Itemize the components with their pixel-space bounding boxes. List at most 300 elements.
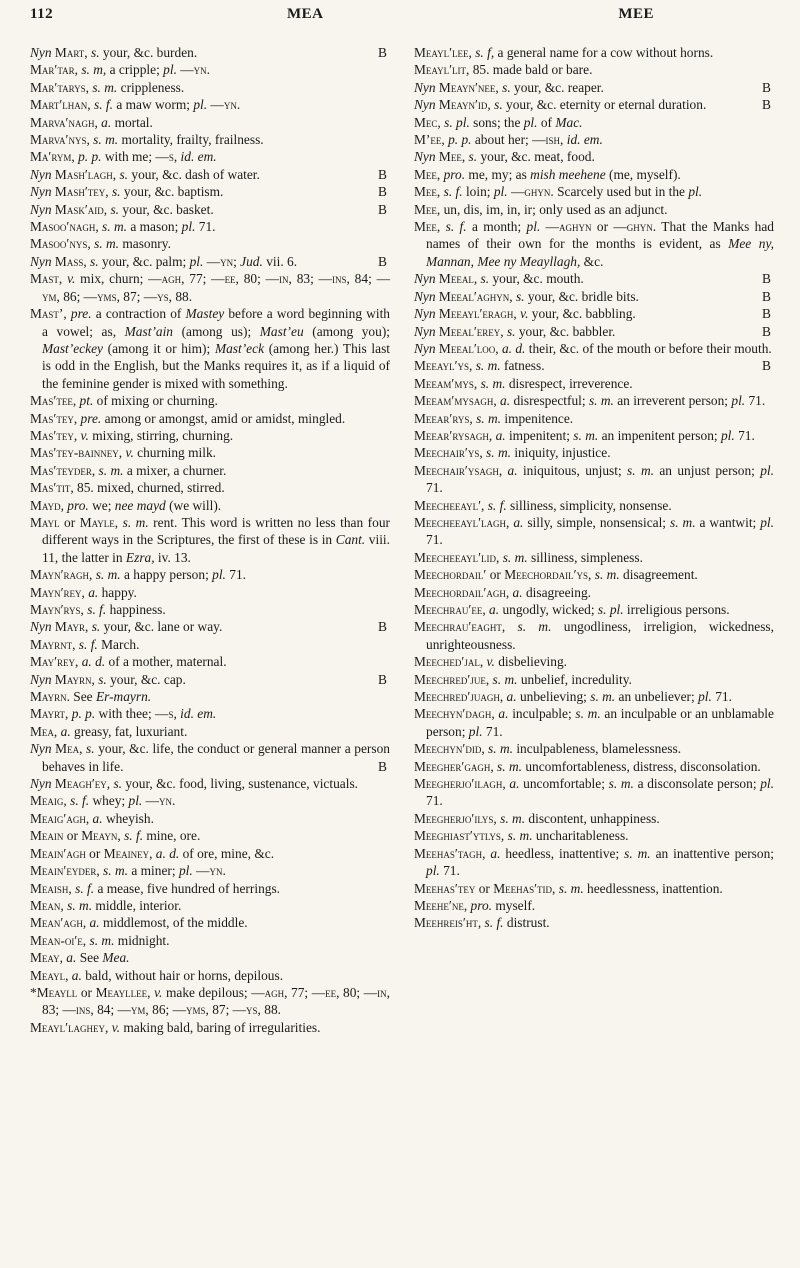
entry-text: Mast, bbox=[30, 271, 63, 287]
entry-text: Nyn bbox=[30, 776, 52, 792]
entry-text: pro. bbox=[443, 166, 466, 182]
entry-text: s. m. bbox=[502, 549, 528, 565]
entry-text: irreligious persons. bbox=[623, 602, 730, 617]
entry-text: id. em. bbox=[180, 706, 217, 722]
source-mark: B bbox=[378, 253, 387, 269]
entry-text: Mee ny, Mannan, Mee ny Meayllagh, bbox=[426, 236, 774, 269]
source-mark: B bbox=[762, 288, 771, 304]
entry-text: ym, bbox=[130, 1002, 149, 1018]
entry-text: unbelieving; bbox=[516, 689, 591, 705]
entry-text: s. bbox=[110, 201, 120, 217]
entry-text: Mea, bbox=[30, 723, 58, 739]
entry-text: Nyn bbox=[30, 45, 52, 60]
page-number: 112 bbox=[30, 6, 54, 22]
entry-text: iniquity, injustice. bbox=[510, 445, 611, 461]
entry-text: Meeal, bbox=[435, 271, 481, 287]
entry-text: 88. bbox=[171, 288, 193, 304]
entry-text: Mayn′ragh, bbox=[30, 567, 93, 583]
entry-text: Meayllee, bbox=[95, 984, 151, 1000]
entry-text: your, &c. babbling. bbox=[528, 306, 636, 322]
entry-text: un, dis, im, in, ir; only used as an adjunct. bbox=[440, 201, 668, 217]
entry-text: Ma′rym, bbox=[30, 149, 75, 165]
dictionary-entry bbox=[30, 618, 390, 635]
entry-text: Meecheeayl′lid, bbox=[414, 549, 500, 565]
entry-text: s. f. bbox=[78, 636, 98, 652]
left-guide-word: MEA bbox=[287, 6, 324, 22]
entry-text: uncharitableness. bbox=[532, 828, 629, 844]
entry-text: Mastey bbox=[185, 306, 225, 322]
entry-text: or bbox=[486, 567, 505, 583]
entry-text: Meechrau′ee, bbox=[414, 602, 486, 617]
dictionary-entry bbox=[30, 880, 390, 897]
entry-text: make depilous; — bbox=[162, 984, 265, 1000]
entry-text: 86; — bbox=[148, 1002, 186, 1018]
entry-text: s. f. bbox=[94, 97, 113, 113]
entry-text: s. m. bbox=[122, 514, 149, 530]
entry-text: s. bbox=[98, 671, 107, 687]
entry-text: Meaig′agh, bbox=[30, 810, 90, 826]
entry-text: id. em. bbox=[566, 132, 603, 148]
entry-text: ee, bbox=[224, 271, 239, 287]
dictionary-entry bbox=[414, 375, 774, 392]
entry-text: a. bbox=[509, 776, 520, 792]
entry-text: s. m. bbox=[500, 810, 526, 826]
entry-text: 85. mixed, churned, stirred. bbox=[73, 480, 225, 496]
dictionary-entry bbox=[414, 705, 774, 740]
entry-text: 71. bbox=[439, 863, 460, 879]
entry-text: s. m. bbox=[627, 462, 654, 478]
entry-text: of mixing or churning. bbox=[93, 393, 218, 409]
entry-text: s. m. bbox=[590, 689, 616, 705]
entry-text: 80; — bbox=[238, 271, 280, 287]
entry-text: s. bbox=[91, 45, 100, 60]
dictionary-entry bbox=[30, 305, 390, 392]
entry-text: Meehas′tid, bbox=[493, 880, 556, 896]
entry-text: 71. bbox=[195, 219, 216, 235]
entry-text: — bbox=[192, 863, 210, 879]
entry-text: Mask′aid, bbox=[51, 201, 111, 217]
entry-text: middle, interior. bbox=[92, 897, 182, 913]
entry-text: iniquitous, unjust; bbox=[517, 462, 628, 478]
entry-text: s. f. bbox=[75, 880, 95, 896]
entry-text: Meeam′mys, bbox=[414, 375, 478, 391]
entry-text: Meain bbox=[30, 828, 64, 844]
entry-text: 71. bbox=[426, 532, 443, 548]
entry-text: pl. bbox=[128, 793, 143, 809]
entry-text: Nyn bbox=[30, 184, 52, 200]
entry-text: Meegherjo′ilagh, bbox=[414, 776, 506, 792]
entry-text: your, &c. basket. bbox=[119, 201, 214, 217]
entry-text: disagreement. bbox=[619, 567, 698, 583]
entry-text: Nyn bbox=[30, 201, 52, 217]
entry-text: Meechair′ys, bbox=[414, 445, 483, 461]
entry-text: of ore, mine, &c. bbox=[179, 845, 275, 861]
entry-text: 87; — bbox=[119, 288, 158, 304]
entry-text: crippleness. bbox=[117, 79, 185, 95]
entry-text: Meaig, bbox=[30, 793, 67, 809]
dictionary-entry bbox=[30, 270, 390, 305]
entry-text: happiness. bbox=[106, 602, 166, 617]
entry-text: nee mayd bbox=[114, 497, 166, 513]
entry-text: masonry. bbox=[119, 236, 171, 252]
entry-text: v. bbox=[125, 445, 134, 461]
entry-text: s. m. bbox=[475, 358, 501, 374]
dictionary-entry bbox=[414, 166, 774, 183]
entry-text: pl. bbox=[193, 97, 208, 113]
dictionary-entry bbox=[30, 949, 390, 966]
dictionary-entry bbox=[30, 914, 390, 931]
entry-text: inculpableness, blamelessness. bbox=[512, 741, 682, 757]
entry-text: pl. bbox=[526, 219, 541, 235]
entry-text: Mee, bbox=[414, 166, 441, 182]
entry-text: Meehas′tey bbox=[414, 880, 476, 896]
entry-text: Meain′eyder, bbox=[30, 863, 100, 879]
entry-text: among or amongst, amid or amidst, mingled. bbox=[101, 410, 346, 426]
entry-text: a. d. bbox=[501, 340, 526, 356]
entry-text: an impenitent person; bbox=[598, 427, 721, 443]
entry-text: Meeal′erey, bbox=[435, 323, 507, 339]
entry-text: s, bbox=[168, 149, 178, 165]
entry-text: Meear′rysagh, bbox=[414, 427, 493, 443]
entry-text: discontent, unhappiness. bbox=[525, 810, 660, 826]
entry-text: Mart, bbox=[51, 45, 91, 60]
entry-text: s. m. bbox=[594, 567, 620, 583]
entry-text: 71. bbox=[426, 793, 443, 809]
entry-text: Mas′tey-bainney, bbox=[30, 445, 123, 461]
entry-text: mish meehene bbox=[530, 166, 606, 182]
entry-text: 83; — bbox=[291, 271, 333, 287]
entry-text: v. bbox=[111, 1019, 121, 1035]
entry-text: myself. bbox=[492, 897, 536, 913]
entry-text: a. bbox=[513, 514, 524, 530]
entry-text: or bbox=[77, 984, 96, 1000]
dictionary-entry bbox=[414, 323, 774, 340]
entry-text: a maw worm; bbox=[112, 97, 194, 113]
entry-text: — bbox=[507, 184, 525, 200]
entry-text: s. f. bbox=[70, 793, 90, 809]
entry-text: Meayn, bbox=[81, 828, 121, 844]
dictionary-entry bbox=[30, 671, 390, 688]
entry-text: s. bbox=[90, 253, 99, 269]
entry-text: a. bbox=[489, 602, 500, 617]
entry-text: whey; bbox=[89, 793, 129, 809]
source-mark: B bbox=[378, 201, 387, 217]
entry-text: pl. bbox=[181, 219, 196, 235]
entry-text: Nyn bbox=[414, 271, 436, 287]
source-mark: B bbox=[762, 97, 771, 113]
entry-text: Meechordail′agh, bbox=[414, 584, 510, 600]
entry-text: v. bbox=[67, 271, 76, 287]
entry-text: s. m. bbox=[103, 863, 128, 879]
entry-text: s. m. bbox=[89, 932, 115, 948]
entry-text: your, &c. baptism. bbox=[120, 184, 224, 200]
entry-text: Mayl bbox=[30, 514, 60, 530]
entry-text: sons; the bbox=[469, 114, 524, 130]
entry-text: s. bbox=[113, 776, 123, 792]
entry-text: s. bbox=[515, 288, 525, 304]
entry-text: Nyn bbox=[414, 340, 436, 356]
entry-text: a mason; bbox=[126, 219, 182, 235]
entry-text: Mas′teyder, bbox=[30, 462, 96, 478]
entry-text: s. bbox=[480, 271, 490, 287]
entry-text: Mean′agh, bbox=[30, 915, 87, 931]
entry-text: your, &c. palm; bbox=[98, 253, 190, 269]
entry-text: agh, bbox=[264, 984, 288, 1000]
entry-text: vii. 6. bbox=[262, 253, 298, 269]
entry-text: in, bbox=[279, 271, 292, 287]
entry-text: a. bbox=[506, 689, 517, 705]
entry-text: s. m. bbox=[486, 445, 511, 461]
dictionary-entry bbox=[30, 775, 390, 792]
entry-text: heedless, inattentive; bbox=[500, 845, 625, 861]
entry-text: loin; bbox=[462, 184, 494, 200]
entry-text: pro. bbox=[470, 897, 492, 913]
entry-text: s. f. bbox=[124, 828, 144, 844]
entry-text: Meeam′mysagh, bbox=[414, 393, 497, 409]
entry-text: Mee, bbox=[414, 201, 441, 217]
entry-text: Nyn bbox=[414, 149, 436, 165]
dictionary-entry bbox=[30, 462, 390, 479]
entry-text: a. bbox=[88, 584, 99, 600]
dictionary-entry bbox=[414, 270, 774, 287]
dictionary-entry bbox=[30, 723, 390, 740]
entry-text: Nyn bbox=[30, 166, 52, 182]
entry-text: a general name for a cow without horns. bbox=[494, 45, 714, 60]
entry-text: p. p. bbox=[78, 149, 102, 165]
left-column bbox=[30, 44, 390, 1036]
entry-text: mixing, stirring, churning. bbox=[88, 427, 234, 443]
entry-text: disagreeing. bbox=[522, 584, 592, 600]
dictionary-entry bbox=[30, 131, 390, 148]
entry-text: pl. bbox=[493, 184, 508, 200]
entry-text: s. pl. bbox=[597, 602, 624, 617]
entry-text: mortality, frailty, frailness. bbox=[118, 132, 264, 148]
entry-text: s. pl. bbox=[444, 114, 470, 130]
entry-text: ys, bbox=[157, 288, 172, 304]
entry-text: p. p. bbox=[71, 706, 96, 722]
entry-text: or bbox=[63, 828, 82, 844]
entry-text: s. bbox=[506, 323, 516, 339]
entry-text: pl. bbox=[760, 462, 774, 478]
dictionary-entry bbox=[30, 444, 390, 461]
entry-text: Mast’, bbox=[30, 306, 67, 322]
entry-text: 80; — bbox=[339, 984, 378, 1000]
entry-text: Nyn bbox=[30, 253, 52, 269]
entry-text: a. bbox=[89, 915, 100, 931]
entry-text: an irreverent person; bbox=[613, 393, 732, 409]
dictionary-entry bbox=[30, 427, 390, 444]
entry-text: a miner; bbox=[127, 863, 179, 879]
entry-text: Cant. bbox=[335, 532, 366, 548]
entry-text: a wantwit; bbox=[695, 514, 761, 530]
entry-text: Mayn′rys, bbox=[30, 602, 84, 617]
entry-text: pl. bbox=[163, 62, 177, 78]
entry-text: ghyn. bbox=[626, 219, 657, 235]
dictionary-entry bbox=[30, 497, 390, 514]
entry-text: a. bbox=[498, 706, 509, 722]
entry-text: a happy person; bbox=[120, 567, 213, 583]
dictionary-entry bbox=[414, 618, 774, 653]
entry-text: s. m. bbox=[67, 897, 93, 913]
entry-text: a. d. bbox=[81, 654, 106, 670]
dictionary-entry bbox=[30, 253, 390, 270]
entry-text: or bbox=[85, 845, 104, 861]
entry-text: Mea. bbox=[102, 950, 130, 966]
dictionary-entry bbox=[414, 288, 774, 305]
entry-text: heedlessness, inattention. bbox=[583, 880, 723, 896]
entry-text: fatness. bbox=[500, 358, 545, 374]
entry-text: Mast’eck bbox=[214, 340, 265, 356]
dictionary-entry bbox=[30, 827, 390, 844]
dictionary-entry bbox=[30, 183, 390, 200]
entry-text: s. m. bbox=[93, 132, 119, 148]
entry-text: Mart′lhan, bbox=[30, 97, 91, 113]
entry-text: Marva′nagh, bbox=[30, 114, 98, 130]
entry-text: 83; — bbox=[42, 1002, 76, 1018]
entry-text: Meayl′lit, bbox=[414, 62, 470, 78]
entry-text: 71. bbox=[225, 567, 246, 583]
entry-text: Meeghiast′ytlys, bbox=[414, 828, 505, 844]
entry-text: Mee, bbox=[414, 184, 441, 200]
entry-text: a. bbox=[512, 584, 523, 600]
entry-text: Meay, bbox=[30, 950, 63, 966]
entry-text: Nyn bbox=[414, 323, 436, 339]
entry-text: 88. bbox=[260, 1002, 281, 1018]
entry-text: s. bbox=[111, 184, 121, 200]
dictionary-entry bbox=[30, 584, 390, 601]
source-mark: B bbox=[378, 619, 387, 635]
entry-text: Meegherjo′ilys, bbox=[414, 810, 497, 826]
entry-text: your, &c. lane or way. bbox=[100, 619, 223, 635]
dictionary-entry bbox=[30, 479, 390, 496]
entry-text: 71. bbox=[745, 393, 766, 409]
entry-text: of a mother, maternal. bbox=[105, 654, 227, 670]
entry-text: May′rey, bbox=[30, 654, 79, 670]
entry-text: Meechyn′dagh, bbox=[414, 706, 495, 722]
entry-text: rent. This word is written no less than four different ways in the Scriptures, the first of these is in bbox=[42, 514, 390, 548]
dictionary-entry bbox=[414, 897, 774, 914]
source-mark: B bbox=[762, 323, 771, 339]
dictionary-entry bbox=[30, 601, 390, 618]
entry-text: 71. bbox=[734, 427, 755, 443]
dictionary-entry bbox=[30, 967, 390, 984]
entry-text: &c. bbox=[580, 253, 604, 269]
source-mark: B bbox=[762, 271, 771, 287]
entry-text: pl. bbox=[698, 689, 712, 705]
entry-text: Mast’ain bbox=[124, 323, 174, 339]
entry-text: with thee; — bbox=[95, 706, 169, 722]
entry-text: Meayn′id, bbox=[435, 97, 495, 113]
entry-text: s. m. bbox=[670, 514, 696, 530]
entry-text: Meechred′juagh, bbox=[414, 689, 504, 705]
entry-text: s. f. bbox=[87, 602, 107, 617]
entry-text: ins, bbox=[75, 1002, 94, 1018]
dictionary-entry bbox=[414, 845, 774, 880]
entry-text: a. bbox=[66, 950, 77, 966]
entry-text: a. d. bbox=[155, 845, 180, 861]
entry-text: middlemost, of the middle. bbox=[99, 915, 248, 931]
entry-text: disrespectful; bbox=[510, 393, 589, 409]
entry-text: See bbox=[69, 689, 96, 705]
entry-text: ins, bbox=[332, 271, 350, 287]
entry-text: s. m. bbox=[480, 375, 506, 391]
dictionary-entry bbox=[30, 114, 390, 131]
dictionary-entry bbox=[414, 827, 774, 844]
entry-text: before a word beginning with a vowel; as, bbox=[42, 306, 390, 339]
entry-text: s. f. bbox=[445, 219, 467, 235]
entry-text: Meechordail′ bbox=[414, 567, 487, 583]
entry-text: s. m. bbox=[575, 706, 601, 722]
entry-text: (among us); bbox=[173, 323, 260, 339]
entry-text: Mec, bbox=[414, 114, 441, 130]
entry-text: your, &c. bridle bits. bbox=[524, 288, 639, 304]
entry-text: s. m, bbox=[81, 62, 107, 78]
entry-text: ym, bbox=[42, 288, 60, 304]
entry-text: Meehe′ne, bbox=[414, 897, 468, 913]
entry-text: s. m. bbox=[95, 567, 121, 583]
entry-text: s. bbox=[91, 619, 101, 635]
entry-text: — bbox=[142, 793, 160, 809]
entry-text: your, &c. reaper. bbox=[510, 79, 604, 95]
entry-text: ys, bbox=[246, 1002, 261, 1018]
entry-text: pre. bbox=[70, 306, 92, 322]
entry-text: me, my; as bbox=[465, 166, 531, 182]
entry-text: silliness, simpleness. bbox=[527, 549, 643, 565]
entry-text: s. bbox=[468, 149, 478, 165]
entry-text: Meear′rys, bbox=[414, 410, 473, 426]
entry-text: or bbox=[475, 880, 494, 896]
entry-text: Meecheeayl′, bbox=[414, 497, 485, 513]
entry-text: your, &c. burden. bbox=[99, 45, 198, 60]
entry-text: Meainey, bbox=[103, 845, 153, 861]
entry-text: s. bbox=[86, 741, 95, 757]
entry-text: Mee, bbox=[414, 219, 441, 235]
entry-text: id. em. bbox=[180, 149, 217, 165]
entry-text: pt. bbox=[79, 393, 94, 409]
dictionary-entry bbox=[30, 566, 390, 583]
entry-text: ghyn. bbox=[524, 184, 554, 200]
source-mark: B bbox=[378, 758, 387, 774]
entry-text: (among it or him); bbox=[102, 340, 215, 356]
entry-text: Mayr, bbox=[51, 619, 92, 635]
entry-text: 87; — bbox=[208, 1002, 247, 1018]
entry-text: Meechred′jue, bbox=[414, 671, 490, 687]
entry-text: Masoo′nys, bbox=[30, 236, 91, 252]
dictionary-entry bbox=[30, 148, 390, 165]
entry-text: Marva′nys, bbox=[30, 132, 90, 148]
entry-text: Mar′tarys, bbox=[30, 79, 89, 95]
source-mark: B bbox=[762, 358, 771, 374]
entry-text: s. m. bbox=[588, 393, 614, 409]
entry-text: pl. bbox=[720, 427, 735, 443]
entry-text: uncomfortable; bbox=[519, 776, 609, 792]
entry-text: unbelief, incredulity. bbox=[517, 671, 632, 687]
entry-text: aghyn bbox=[559, 219, 592, 235]
entry-text: (among you); bbox=[303, 323, 390, 339]
entry-text: s. m. bbox=[492, 671, 518, 687]
entry-text: your, &c. babbler. bbox=[515, 323, 616, 339]
entry-text: Meeayl′ys, bbox=[414, 358, 473, 374]
dictionary-entry bbox=[414, 514, 774, 549]
entry-text: yms, bbox=[97, 288, 120, 304]
entry-text: Meechrau′eaght, bbox=[414, 619, 506, 635]
entry-text: ungodliness, irreligion, wickedness, unrighteousness. bbox=[426, 619, 774, 652]
entry-text: a disconsolate person; bbox=[633, 776, 761, 792]
entry-text: (me, myself). bbox=[605, 166, 681, 182]
entry-text: — bbox=[540, 219, 560, 235]
entry-text: pl. bbox=[760, 514, 774, 530]
entry-text: yn. bbox=[159, 793, 176, 809]
